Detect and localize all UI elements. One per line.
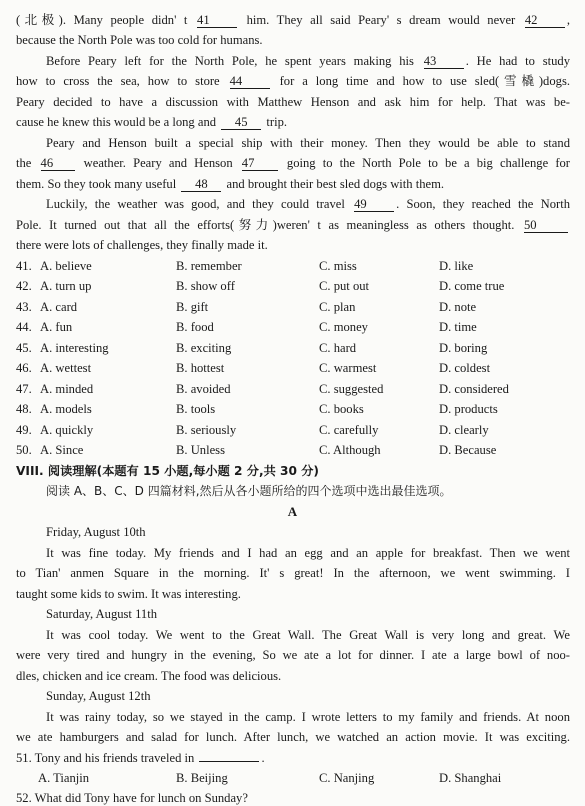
question-number: 43. [16,300,32,314]
option-a: A. minded [40,382,94,396]
text: (北极). Many people didn' t [16,13,188,27]
question-52: 52. What did Tony have for lunch on Sunday? [16,791,248,805]
question-number: 42. [16,279,32,293]
option-c: C. carefully [319,423,379,437]
option-b: B. Beijing [176,771,228,785]
option-d: D. products [439,402,498,416]
option-b: B. seriously [176,423,237,437]
option-d: D. coldest [439,361,491,375]
text: and brought their best sled dogs with them. [226,177,445,191]
answer-blank: 47 [242,157,278,171]
question-number: 47. [16,382,32,396]
text: for a long time and how to use sled(雪橇)dogs. [279,74,570,88]
option-a: A. Tianjin [38,771,90,785]
option-c: C. Nanjing [319,771,375,785]
answer-blank [199,761,259,762]
diary-date: Sunday, August 12th [46,689,151,703]
option-a: A. quickly [40,423,94,437]
option-c: C. plan [319,300,356,314]
text: weather. Peary and Henson [83,156,233,170]
option-d: D. boring [439,341,488,355]
cloze-line [16,94,570,110]
option-b: B. food [176,320,214,334]
answer-blank: 48 [181,178,221,192]
cloze-line [16,53,570,69]
option-c: C. books [319,402,364,416]
option-b: B. Unless [176,443,225,457]
cloze-line [16,32,570,48]
diary-date: Saturday, August 11th [46,607,158,621]
text: , [566,13,570,27]
text: . [261,751,265,765]
text: going to the North Pole to be a big challenge for [286,156,570,170]
text: because the North Pole was too cold for humans. [16,33,263,47]
answer-blank: 42 [525,14,565,28]
passage-line: It was fine today. My friends and I had an egg and an apple for breakfast. Then we went [46,546,570,560]
cloze-line [16,155,570,171]
option-d: D. note [439,300,477,314]
option-d: D. considered [439,382,509,396]
diary-date: Friday, August 10th [46,525,146,539]
option-b: B. remember [176,259,242,273]
option-b: B. show off [176,279,235,293]
section-instruction: 阅读 A、B、C、D 四篇材料,然后从各小题所给的四个选项中选出最佳选项。 [46,484,452,498]
cloze-line [16,196,570,212]
question-number: 48. [16,402,32,416]
option-d: D. come true [439,279,505,293]
text: him. They all said Peary' s dream would never [246,13,516,27]
option-c: C. put out [319,279,370,293]
question-number: 44. [16,320,32,334]
option-b: B. gift [176,300,209,314]
cloze-line [16,135,570,151]
option-a: A. card [40,300,78,314]
answer-blank: 41 [197,14,237,28]
option-a: A. fun [40,320,73,334]
passage-line: we ate hamburgers and salad for lunch. After lunch, we watched an action movie. It was exciting. [16,730,570,744]
cloze-line [16,217,570,233]
answer-blank: 45 [221,116,261,130]
option-b: B. avoided [176,382,231,396]
cloze-line [16,73,570,89]
answer-blank: 46 [41,157,75,171]
option-c: C. money [319,320,368,334]
text: Luckily, the weather was good, and they could travel [46,197,345,211]
option-a: A. models [40,402,92,416]
question-number: 50. [16,443,32,457]
passage-line: It was rainy today, so we stayed in the camp. I wrote letters to my family and friends. At noon [46,710,570,724]
passage-line: dles, chicken and ice cream. The food was delicious. [16,669,282,683]
text: . He had to study [465,54,571,68]
cloze-line [16,176,570,192]
question-number: 45. [16,341,32,355]
answer-blank: 49 [354,198,394,212]
option-b: B. exciting [176,341,232,355]
option-c: C. hard [319,341,357,355]
text: them. So they took many useful [16,177,177,191]
question-number: 49. [16,423,32,437]
cloze-line [16,237,570,253]
text: trip. [266,115,288,129]
option-c: C. miss [319,259,357,273]
option-d: D. like [439,259,474,273]
question-number: 41. [16,259,32,273]
option-a: A. wettest [40,361,92,375]
option-a: A. turn up [40,279,92,293]
option-d: D. clearly [439,423,489,437]
text: Before Peary left for the North Pole, he spent years making his [46,54,414,68]
text: cause he knew this would be a long and [16,115,217,129]
text: Pole. It turned out that all the efforts(努力)weren' t as meaningless as others thought. [16,218,515,232]
passage-label: A [287,504,298,519]
option-b: B. hottest [176,361,225,375]
passage-line: taught some kids to swim. It was interesting. [16,587,241,601]
answer-blank: 50 [524,219,568,233]
option-d: D. time [439,320,477,334]
option-b: B. tools [176,402,216,416]
text: there were lots of challenges, they finally made it. [16,238,268,252]
option-c: C. Although [319,443,381,457]
question-51 [16,750,570,766]
option-d: D. Shanghai [439,771,502,785]
option-a: A. Since [40,443,84,457]
text: how to cross the sea, how to store [16,74,220,88]
option-c: C. warmest [319,361,377,375]
answer-blank: 43 [424,55,464,69]
option-d: D. Because [439,443,497,457]
answer-blank: 44 [230,75,270,89]
text: Peary and Henson built a special ship with their money. Then they would be able to stand [46,136,570,150]
text: the [16,156,32,170]
cloze-line [16,12,570,28]
section-title: VIII. 阅读理解(本题有 15 小题,每小题 2 分,共 30 分) [16,464,319,478]
passage-line: It was cool today. We went to the Great Wall. The Great Wall is very long and great. We [46,628,570,642]
option-a: A. interesting [40,341,109,355]
question-number: 46. [16,361,32,375]
passage-line: were very tired and hungry in the evening, So we ate a lot for dinner. I ate a large bowl of noo- [16,648,570,662]
text: Peary decided to have a discussion with Matthew Henson and ask him for help. That was be- [16,95,570,109]
passage-line: to Tian' anmen Square in the morning. It' s great! In the afternoon, we went swimming. I [16,566,570,580]
option-a: A. believe [40,259,92,273]
text: . Soon, they reached the North [396,197,570,211]
question-text: 51. Tony and his friends traveled in [16,751,195,765]
cloze-line [16,114,570,130]
option-c: C. suggested [319,382,384,396]
